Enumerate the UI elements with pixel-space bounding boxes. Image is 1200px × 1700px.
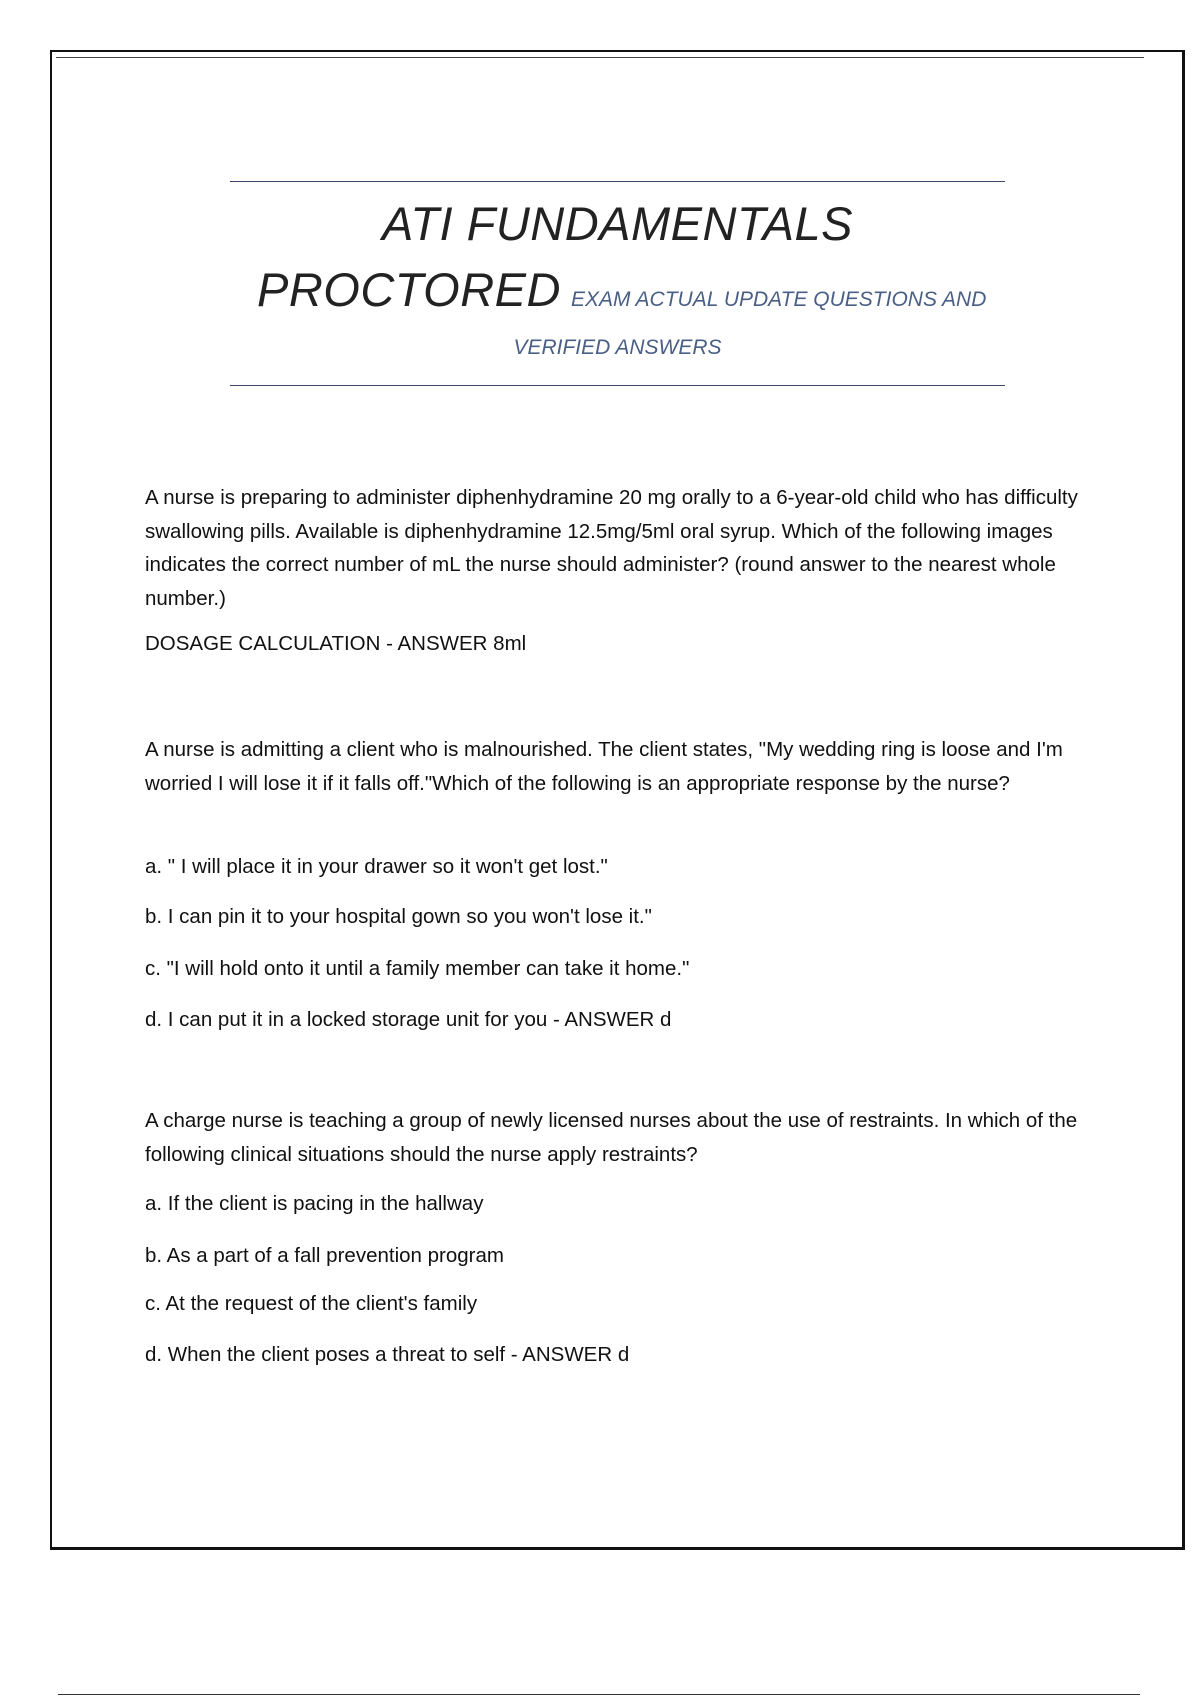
question-3-option-b: b. As a part of a fall prevention program: [145, 1244, 504, 1267]
question-2-option-b: b. I can pin it to your hospital gown so you won't lose it.": [145, 905, 652, 928]
question-3-option-a: a. If the client is pacing in the hallway: [145, 1192, 484, 1215]
question-3-stem: [145, 1104, 1095, 1171]
title-bottom-rule: [230, 385, 1005, 386]
question-3-option-d: d. When the client poses a threat to self - ANSWER d: [145, 1343, 630, 1366]
question-2-stem: [145, 733, 1095, 800]
question-2-option-a: a. " I will place it in your drawer so it won't get lost.": [145, 855, 608, 878]
next-page-edge-rule: [58, 1694, 1140, 1695]
question-1-text: A nurse is preparing to administer diphenhydramine 20 mg orally to a 6-year-old child who has difficulty swallowing pills. Available is diphenhydramine 12.5mg/5ml oral syrup. Which of the following images indicates the correct number of mL the nurse should administer? (round answer to the nearest whole number.): [145, 486, 1078, 610]
question-2-option-c: c. "I will hold onto it until a family member can take it home.": [145, 957, 690, 980]
question-2-option-d: d. I can put it in a locked storage unit for you - ANSWER d: [145, 1008, 672, 1031]
question-1-answer: DOSAGE CALCULATION - ANSWER 8ml: [145, 632, 527, 655]
question-1-stem: [145, 481, 1095, 615]
document-title-line2: [257, 263, 987, 316]
question-3-option-c: c. At the request of the client's family: [145, 1292, 478, 1315]
question-2-text: A nurse is admitting a client who is malnourished. The client states, "My wedding ring is loose and I'm worried I will lose it if it falls off."Which of the following is an appropriate response by the nurse?: [145, 738, 1063, 795]
title-top-rule: [230, 181, 1005, 182]
document-title-proctored: PROCTORED: [257, 263, 561, 316]
document-subtitle-line1: EXAM ACTUAL UPDATE QUESTIONS AND: [570, 288, 987, 311]
question-3-text: A charge nurse is teaching a group of newly licensed nurses about the use of restraints. In which of the following clinical situations should the nurse apply restraints?: [145, 1109, 1078, 1166]
document-subtitle-line2: VERIFIED ANSWERS: [513, 336, 722, 359]
document-title-line1: ATI FUNDAMENTALS: [381, 197, 854, 250]
page-border-inner-line: [56, 57, 1144, 58]
